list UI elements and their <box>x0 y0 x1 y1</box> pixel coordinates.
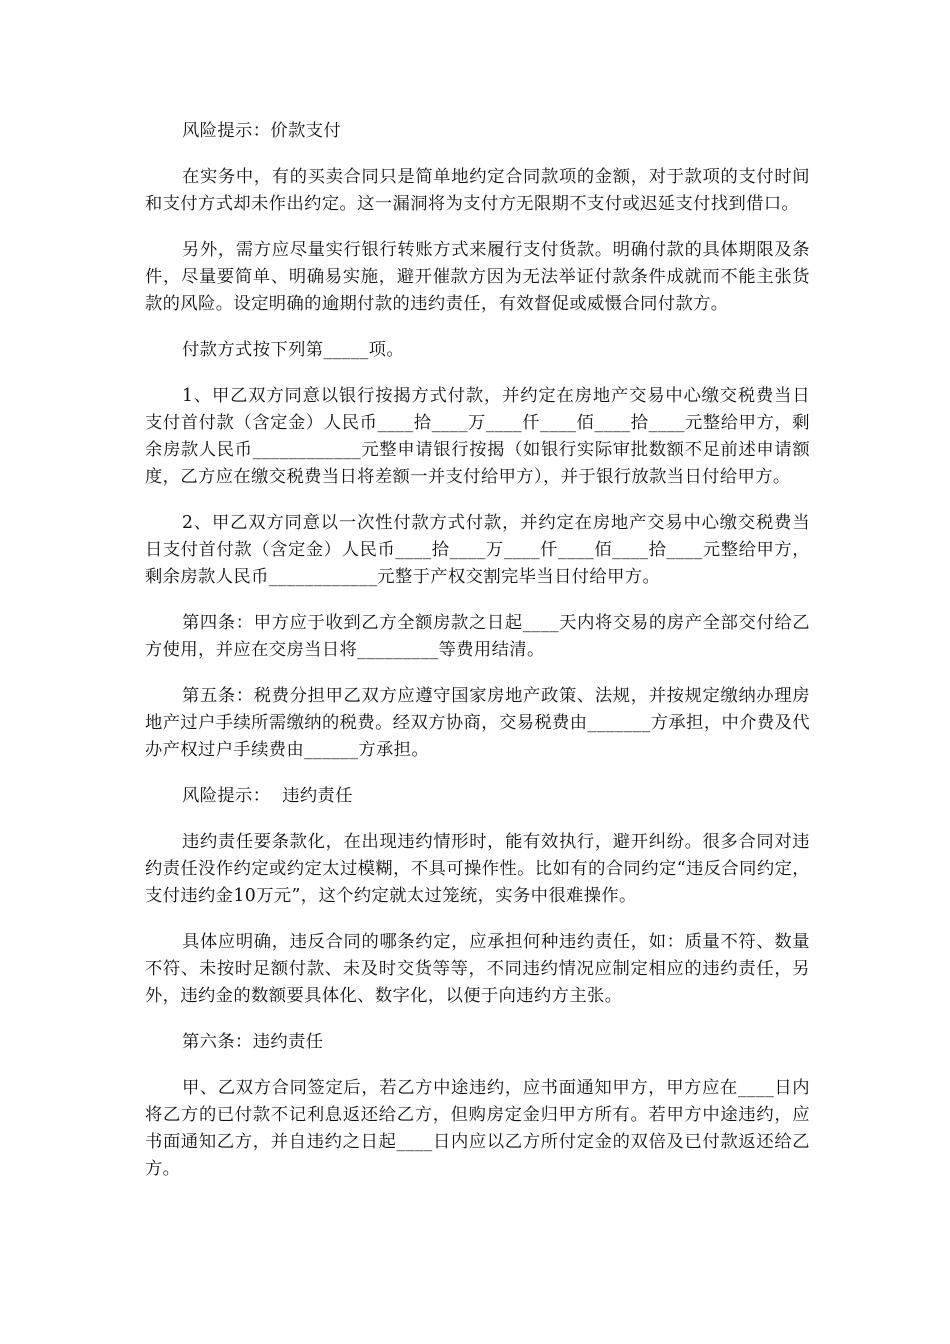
risk-heading-liability: 风险提示： 违约责任 <box>182 786 353 806</box>
paragraph-payment-method: 付款方式按下列第_____项。 <box>182 340 405 360</box>
paragraph-payment-advice: 另外，需方应尽量实行银行转账方式来履行支付货款。明确付款的具体期限及条件，尽量要简单、明确易实施，避开催款方因为无法举证付款条件成就而不能主张货款的风险。设定明确的逾期付款的违约责任，有效督促或威慑合同付款方。 <box>145 240 810 314</box>
article-six-heading: 第六条：违约责任 <box>182 1032 324 1052</box>
paragraph-option-lump-sum: 2、甲乙双方同意以一次性付款方式付款，并约定在房地产交易中心缴交税费当日支付首付款（含定金）人民币____拾____万____仟____佰____拾____元整给甲方，剩余房款人民币____________元整于产权交割完毕当日付给甲方。 <box>145 513 810 587</box>
paragraph-liability-terms: 违约责任要条款化，在出现违约情形时，能有效执行，避开纠纷。很多合同对违约责任没作约定或约定太过模糊，不具可操作性。比如有的合同约定“违反合同约定，支付违约金10万元”，这个约定就太过笼统，实务中很难操作。 <box>145 832 810 906</box>
article-four: 第四条：甲方应于收到乙方全额房款之日起____天内将交易的房产全部交付给乙方使用，并应在交房当日将_________等费用结清。 <box>145 613 810 660</box>
paragraph-liability-specifics: 具体应明确，违反合同的哪条约定，应承担何种违约责任，如：质量不符、数量不符、未按时足额付款、未及时交货等等，不同违约情况应制定相应的违约责任，另外，违约金的数额要具体化、数字化，以便于向违约方主张。 <box>145 932 810 1006</box>
paragraph-option-mortgage: 1、甲乙双方同意以银行按揭方式付款，并约定在房地产交易中心缴交税费当日支付首付款（含定金）人民币____拾____万____仟____佰____拾____元整给甲方，剩余房款人民币____________元整申请银行按揭（如银行实际审批数额不足前述申请额度，乙方应在缴交税费当日将差额一并支付给甲方），并于银行放款当日付给甲方。 <box>145 386 810 487</box>
document-page <box>145 118 810 1202</box>
article-five: 第五条：税费分担甲乙双方应遵守国家房地产政策、法规，并按规定缴纳办理房地产过户手续所需缴纳的税费。经双方协商，交易税费由_______方承担，中介费及代办产权过户手续费由______方承担。 <box>145 686 810 760</box>
risk-heading-payment: 风险提示：价款支付 <box>182 121 342 141</box>
paragraph-article-six: 甲、乙双方合同签定后，若乙方中途违约，应书面通知甲方，甲方应在____日内将乙方的已付款不记利息返还给乙方，但购房定金归甲方所有。若甲方中途违约，应书面通知乙方，并自违约之日起____日内应以乙方所付定金的双倍及已付款返还给乙方。 <box>145 1078 810 1179</box>
paragraph-payment-practice: 在实务中，有的买卖合同只是简单地约定合同款项的金额，对于款项的支付时间和支付方式却未作出约定。这一漏洞将为支付方无限期不支付或迟延支付找到借口。 <box>145 167 810 214</box>
